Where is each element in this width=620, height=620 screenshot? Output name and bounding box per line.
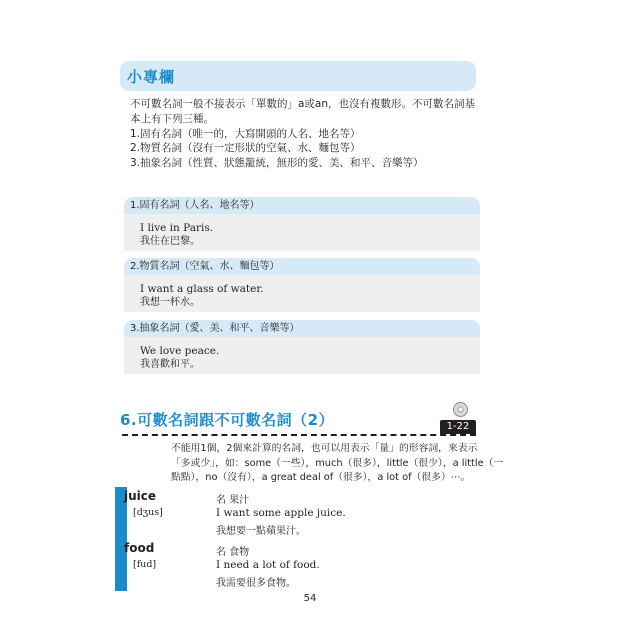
intro-line: 不可數名詞一般不接表示「單數的」a或an，也沒有複數形。不可數名詞基 [130, 98, 476, 110]
panel-heading: 1.固有名詞（人名、地名等） [124, 197, 480, 214]
intro-line: 2.物質名詞（沒有一定形狀的空氣、水、麵包等） [130, 142, 361, 155]
vocab-part-of-speech: 名 果汁 [216, 495, 250, 506]
vocab-word: juice [124, 489, 157, 503]
panel-example-chinese: 我住在巴黎。 [140, 236, 200, 247]
column-title: 小專欄 [127, 68, 176, 86]
example-panel-abstract-noun [124, 320, 480, 374]
panel-example-english: I want a glass of water. [140, 283, 264, 295]
panel-example-english: I live in Paris. [140, 222, 214, 234]
vocab-example-chinese: 我想要一點蘋果汁。 [216, 526, 306, 537]
vocab-pronunciation: [fud] [133, 559, 157, 570]
vocab-word: food [124, 541, 155, 555]
panel-heading: 2.物質名詞（空氣、水、麵包等） [124, 258, 480, 275]
vocab-pronunciation: [dʒus] [133, 507, 163, 518]
audio-track-tag[interactable]: 1-22 [440, 420, 476, 434]
intro-line: 本上有下列三種。 [130, 112, 214, 125]
description-line: 「多或少」，如：some（一些），much（很多），little（很少），a little（一 [171, 457, 504, 469]
vocab-part-of-speech: 名 食物 [216, 547, 250, 558]
panel-heading: 3.抽象名詞（愛、美、和平、音樂等） [124, 320, 480, 337]
page-number: 54 [303, 593, 317, 604]
cd-disc-icon[interactable] [453, 402, 468, 417]
vocab-example-chinese: 我需要很多食物。 [216, 578, 296, 589]
vocab-example-english: I want some apple juice. [216, 507, 346, 519]
vocab-example-english: I need a lot of food. [216, 559, 320, 571]
panel-body [124, 214, 480, 251]
column-header [120, 61, 476, 91]
panel-example-chinese: 我喜歡和平。 [140, 359, 200, 370]
example-panel-proper-noun [124, 197, 480, 251]
panel-body [124, 275, 480, 312]
panel-body [124, 337, 480, 374]
description-line: 不能用1個，2個來計算的名詞，也可以用表示「量」的形容詞，來表示 [171, 443, 478, 454]
example-panel-material-noun [124, 258, 480, 312]
intro-line: 3.抽象名詞（性質、狀態籠統，無形的愛、美、和平、音樂等） [130, 157, 424, 170]
section-divider [122, 434, 476, 436]
panel-example-english: We love peace. [140, 345, 220, 357]
description-line: 點點），no（沒有），a great deal of（很多），a lot of（很多）⋯。 [171, 472, 471, 483]
panel-example-chinese: 我想一杯水。 [140, 297, 200, 308]
section-description [171, 442, 504, 486]
column-intro [130, 97, 485, 171]
section-title: 6.可數名詞跟不可數名詞（2） [120, 411, 335, 429]
intro-line: 1.固有名詞（唯一的，大寫開頭的人名、地名等） [130, 127, 361, 140]
